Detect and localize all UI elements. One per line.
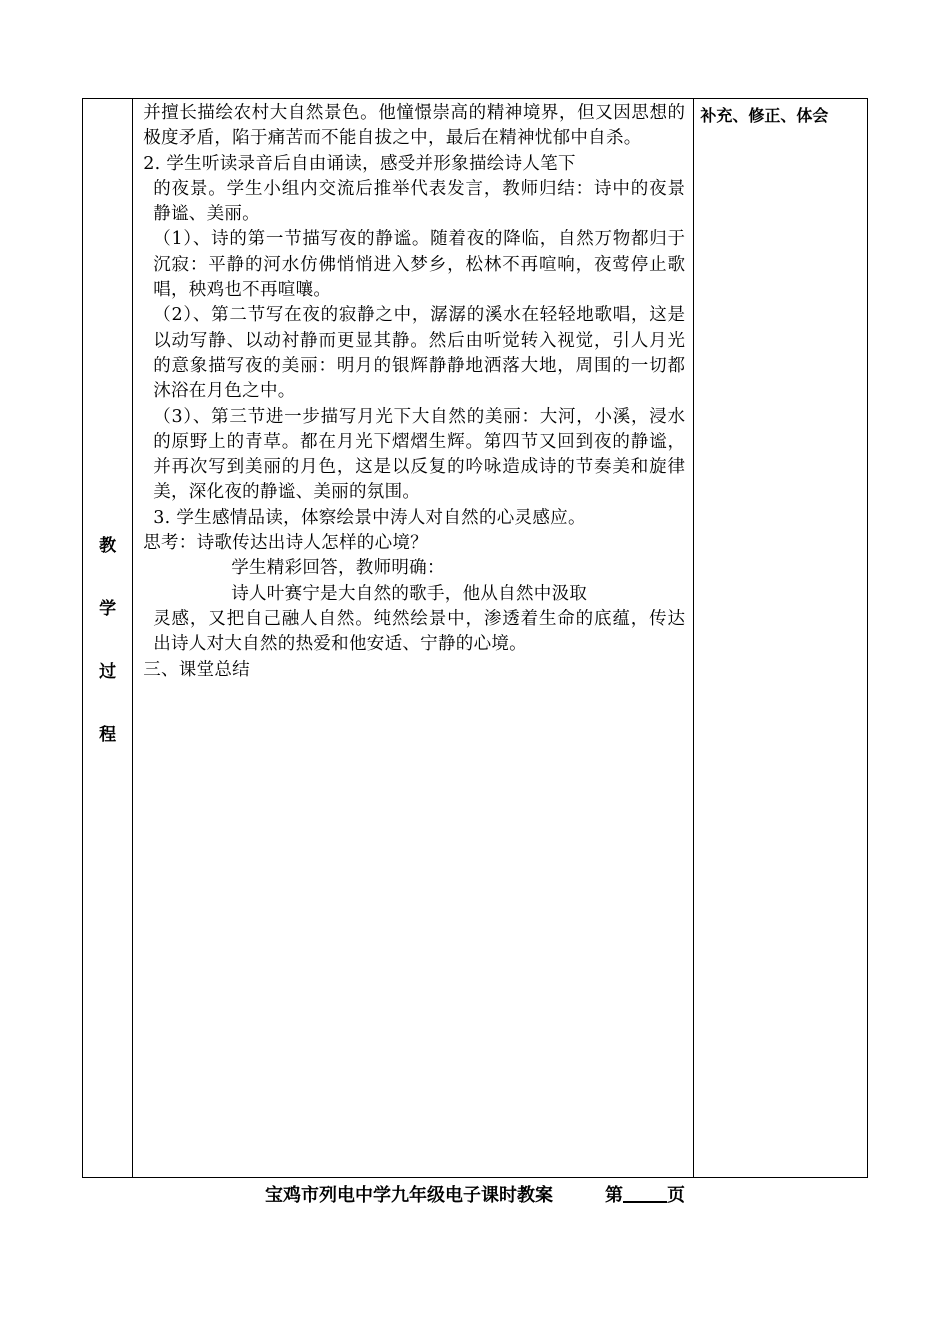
stanza-1-analysis: （1）、诗的第一节描写夜的静谧。随着夜的降临，自然万物都归于沉寂：平静的河水仿佛悄悄进入梦乡，松林不再喧响，夜莺停止歌唱，秧鸡也不再喧嚷。 [153, 229, 686, 301]
notes-header: 补充、修正、体会 [700, 106, 829, 125]
label-char: 程 [99, 725, 117, 745]
step-3-line: 3. 学生感情品读，体察绘景中涛人对自然的心灵感应。 [153, 507, 586, 528]
step-3-question: 思考：诗歌传达出诗人怎样的心境？ [143, 533, 428, 554]
label-char: 学 [99, 599, 117, 619]
section-3-heading: 三、课堂总结 [143, 659, 250, 680]
step-2-summary: 的夜景。学生小组内交流后推举代表发言，教师归结：诗中的夜景静谧、美丽。 [153, 178, 686, 225]
lesson-content-cell [133, 99, 694, 1178]
page-number-blank [623, 1185, 667, 1203]
notes-cell [694, 99, 868, 1178]
section-label-cell [83, 99, 133, 1178]
step-3-answer-intro: 学生精彩回答，教师明确： [231, 558, 445, 579]
teaching-process-label [83, 531, 132, 745]
lesson-plan-table [82, 98, 868, 1178]
page-suffix: 页 [667, 1185, 685, 1206]
author-bio-paragraph: 并擅长描绘农村大自然景色。他憧憬崇高的精神境界，但又因思想的极度矛盾，陷于痛苦而不能自拔之中，最后在精神忧郁中自杀。 [143, 103, 686, 149]
label-char: 教 [99, 536, 117, 556]
page-prefix: 第 [605, 1185, 623, 1206]
stanza-2-analysis: （2）、第二节写在夜的寂静之中，潺潺的溪水在轻轻地歌唱，这是以动写静、以动衬静而更显其静。然后由听觉转入视觉，引人月光的意象描写夜的美丽：明月的银辉静静地洒落大地，周围的一切都沐浴在月色之中。 [153, 305, 686, 402]
page-footer [0, 1181, 950, 1207]
step-3-answer-body: 灵感，又把自己融人自然。纯然绘景中，渗透着生命的底蕴，传达出诗人对大自然的热爱和他安适、宁静的心境。 [153, 608, 686, 655]
step-2-line: 2. 学生听读录音后自由诵读，感受并形象描绘诗人笔下 [143, 153, 576, 174]
stanza-3-analysis: （3）、第三节进一步描写月光下大自然的美丽：大河，小溪，浸水的原野上的青草。都在月光下熠熠生辉。第四节又回到夜的静谧，并再次写到美丽的月色，这是以反复的吟咏造成诗的节奏美和旋律美，深化夜的静谧、美丽的氛围。 [153, 406, 686, 503]
school-title: 宝鸡市列电中学九年级电子课时教案 [265, 1185, 553, 1206]
step-3-answer-line: 诗人叶赛宁是大自然的歌手，他从自然中汲取 [231, 583, 588, 604]
label-char: 过 [99, 662, 117, 682]
